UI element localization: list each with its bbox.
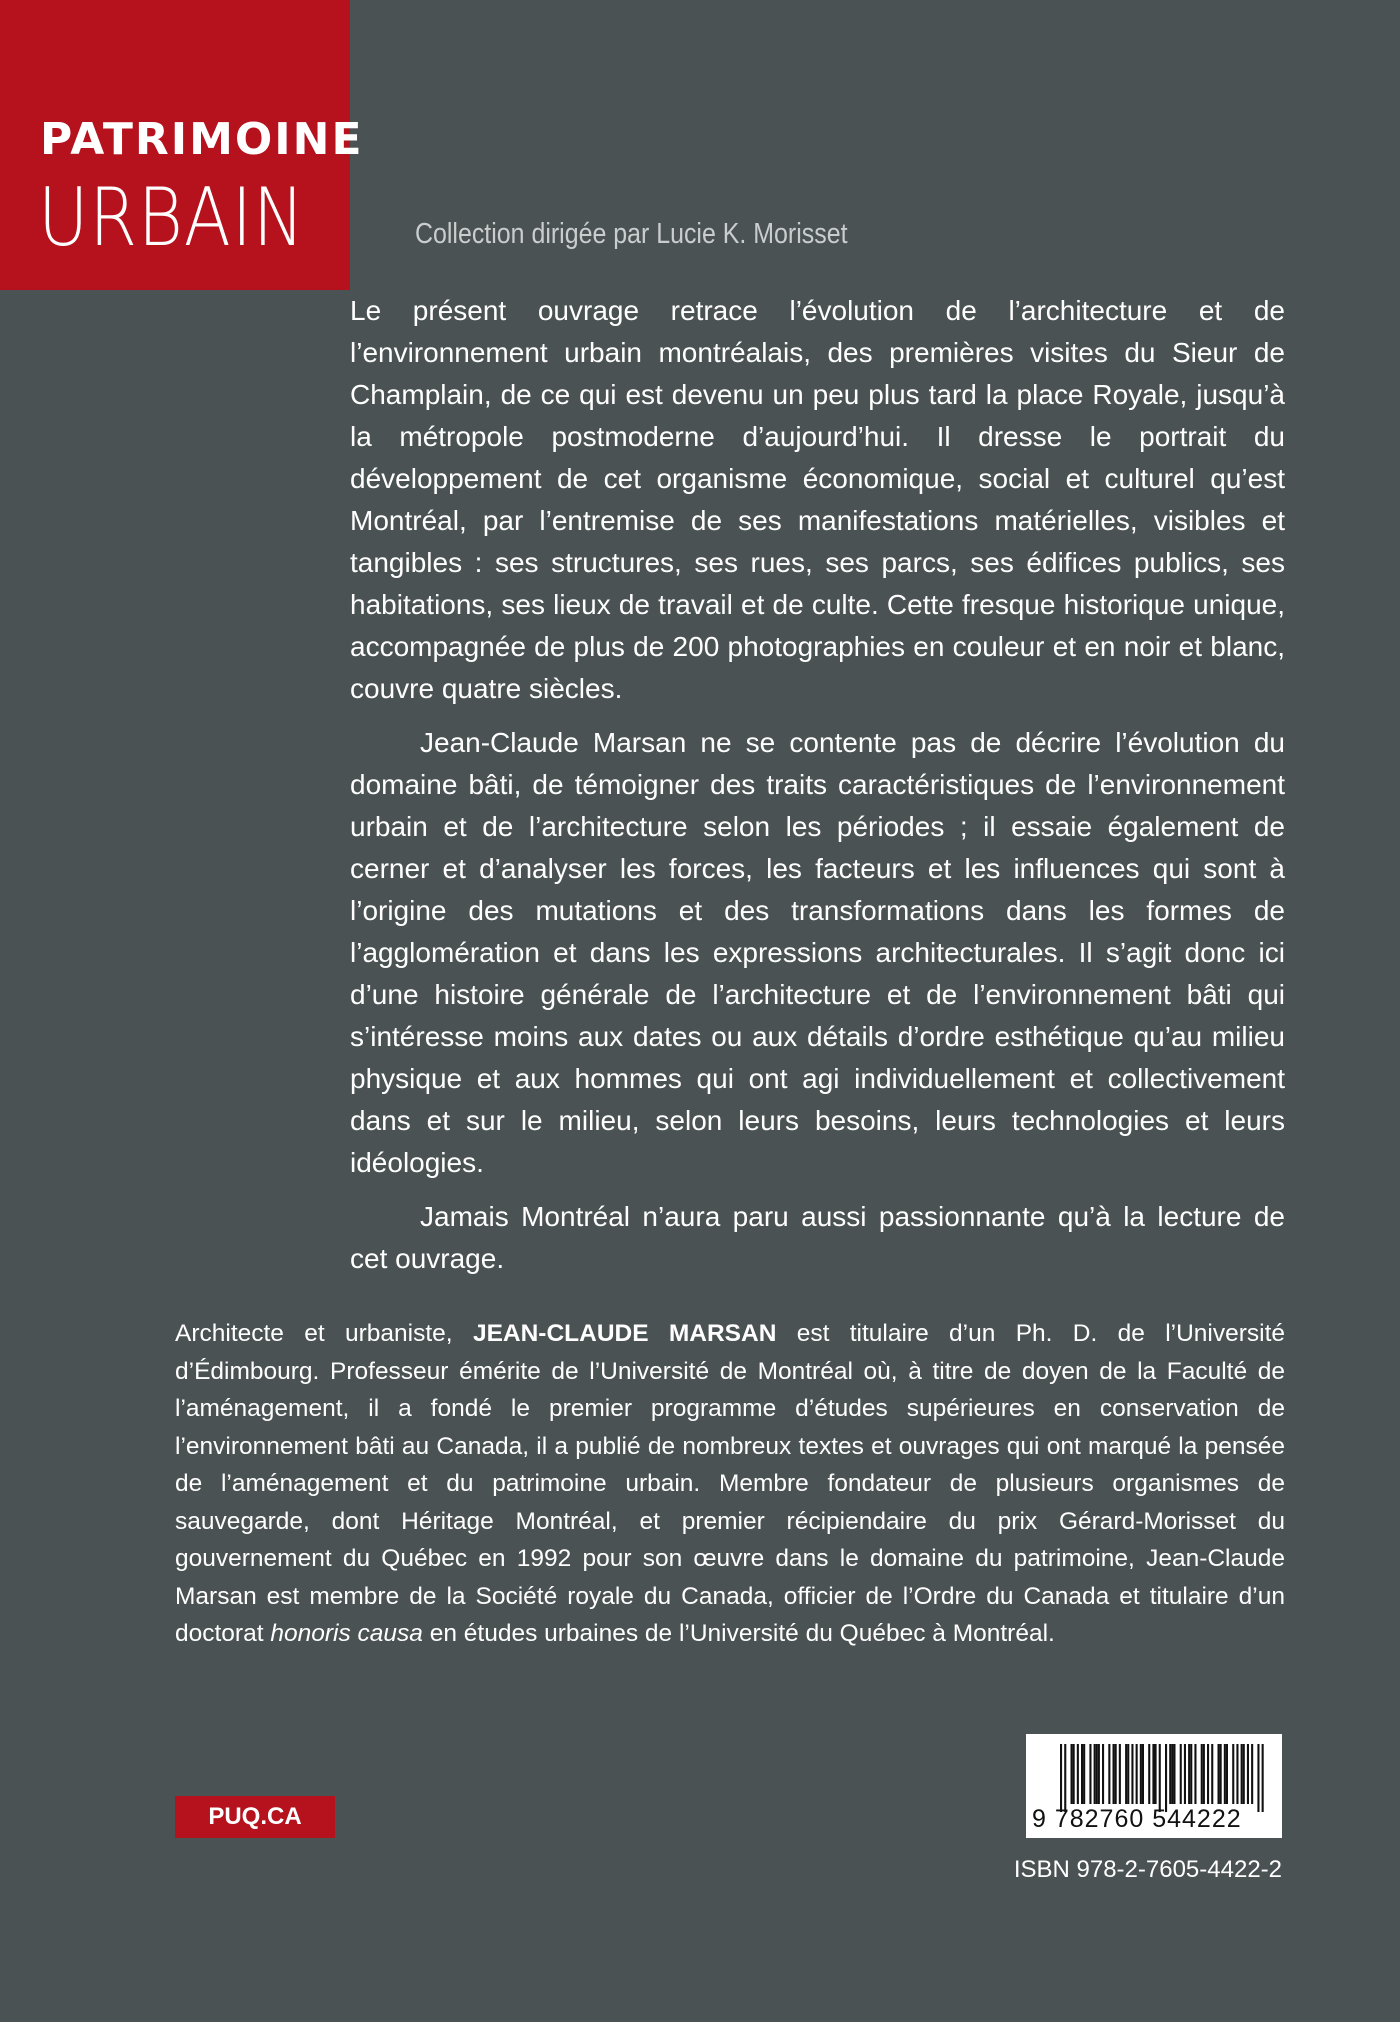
barcode-bar <box>1203 1744 1205 1804</box>
publisher-badge[interactable]: PUQ.CA <box>175 1796 335 1838</box>
barcode-bar <box>1184 1744 1186 1804</box>
barcode-bar <box>1098 1744 1100 1804</box>
barcode-bar <box>1131 1744 1133 1804</box>
series-banner <box>0 0 364 290</box>
barcode-bar <box>1083 1744 1085 1804</box>
summary-paragraph: Jean-Claude Marsan ne se contente pas de décrire l’évolution du domaine bâti, de témoigner des traits caractéristiques de l’environnement urbain et de l’architecture selon les périodes ; il essaie également de cerner et d’analyser les forces, les facteurs et les influences qui sont à l’origine des mutations et des transformations dans les formes de l’agglomération et dans les expressions architecturales. Il s’agit donc ici d’une histoire générale de l’architecture et de l’environnement bâti qui s’intéresse moins aux dates ou aux détails d’ordre esthétique qu’au milieu physique et aux hommes qui ont agi individuellement et collectivement dans et sur le milieu, selon leurs besoins, leurs technologies et leurs idéologies. <box>350 727 1285 1178</box>
author-name: JEAN-CLAUDE MARSAN <box>472 1320 777 1347</box>
barcode-bar <box>1236 1744 1238 1804</box>
barcode-bar <box>1211 1744 1213 1804</box>
barcode-bar <box>1220 1744 1222 1804</box>
barcode-bar <box>1108 1744 1110 1804</box>
barcode-bar <box>1169 1744 1171 1804</box>
barcode-bar <box>1159 1744 1161 1812</box>
barcode-bar <box>1251 1744 1253 1804</box>
barcode-bar <box>1243 1744 1245 1804</box>
barcode-bar <box>1125 1744 1127 1804</box>
bio-italic: honoris causa <box>270 1620 423 1647</box>
barcode-bar <box>1165 1744 1167 1812</box>
barcode-bar <box>1155 1744 1157 1804</box>
barcode <box>1026 1734 1282 1838</box>
barcode-bar <box>1152 1744 1154 1804</box>
bio-intro: Architecte et urbaniste, <box>175 1320 473 1347</box>
barcode-bar <box>1190 1744 1192 1804</box>
bio-text-end: en études urbaines de l’Université du Québec à Montréal. <box>422 1620 1055 1647</box>
barcode-bar <box>1096 1744 1098 1804</box>
isbn: ISBN 978-2-7605-4422-2 <box>1013 1856 1282 1883</box>
barcode-bar <box>1218 1744 1220 1804</box>
collection-director: Collection dirigée par Lucie K. Morisset <box>415 218 848 250</box>
barcode-bar <box>1226 1744 1228 1804</box>
barcode-digits: 9 782760 544222 <box>1032 1805 1242 1833</box>
barcode-bar <box>1089 1744 1091 1804</box>
barcode-bar <box>1262 1744 1264 1812</box>
barcode-bar <box>1257 1744 1259 1812</box>
barcode-bar <box>1194 1744 1196 1804</box>
bio-text: est titulaire d’un Ph. D. de l’Université d’Édimbourg. Professeur émérite de l’Université de Montréal où, à titre de doyen de la Faculté de l’aménagement, il a fondé le premier programme d’études supérieures en conservation de l’environnement bâti au Canada, il a publié de nombreux textes et ouvrages qui ont marqué la pensée de l’aménagement et du patrimoine urbain. Membre fondateur de plusieurs organismes de sauvegarde, dont Héritage Montréal, et premier récipiendaire du prix Gérard-Morisset du gouvernement du Québec en 1992 pour son œuvre dans le domaine du patrimoine, Jean-Claude Marsan est membre de la Société royale du Canada, officier de l’Ordre du Canada et titulaire d’un doctorat <box>175 1320 1286 1647</box>
author-bio <box>175 1315 1285 1653</box>
barcode-bar <box>1115 1744 1117 1804</box>
barcode-bar <box>1232 1744 1234 1804</box>
summary-paragraph: Le présent ouvrage retrace l’évolution de l’architecture et de l’environnement urbain montréalais, des premières visites du Sieur de Champlain, de ce qui est devenu un peu plus tard la place Royale, jusqu’à la métropole postmoderne d’aujourd’hui. Il dresse le portrait du développement de cet organisme économique, social et culturel qu’est Montréal, par l’entremise de ses manifestations matérielles, visibles et tangibles : ses structures, ses rues, ses parcs, ses édifices publics, ses habitations, ses lieux de travail et de culte. Cette fresque historique unique, accompagnée de plus de 200 photographies en couleur et en noir et blanc, couvre quatre siècles. <box>350 295 1285 704</box>
barcode-bar <box>1077 1744 1079 1804</box>
barcode-bar <box>1060 1744 1062 1812</box>
summary-paragraph: Jamais Montréal n’aura paru aussi passionnante qu’à la lecture de cet ouvrage. <box>350 1201 1285 1274</box>
barcode-bar <box>1201 1744 1203 1804</box>
barcode-bar <box>1081 1744 1083 1804</box>
barcode-bar <box>1241 1744 1243 1804</box>
barcode-bar <box>1113 1744 1115 1804</box>
barcode-bar <box>1247 1744 1249 1804</box>
barcode-bar <box>1173 1744 1175 1804</box>
barcode-bar <box>1073 1744 1075 1804</box>
barcode-bar <box>1094 1744 1096 1804</box>
summary-text <box>350 290 1285 1292</box>
barcode-bar <box>1102 1744 1104 1804</box>
barcode-bar <box>1142 1744 1144 1804</box>
series-title-line1: PATRIMOINE <box>40 114 364 165</box>
barcode-bar <box>1119 1744 1121 1804</box>
barcode-bar <box>1188 1744 1190 1804</box>
barcode-bar <box>1127 1744 1129 1804</box>
barcode-bar <box>1064 1744 1066 1812</box>
barcode-bar <box>1171 1744 1173 1804</box>
barcode-bar <box>1071 1744 1073 1804</box>
barcode-bar <box>1224 1744 1226 1804</box>
barcode-bar <box>1140 1744 1142 1804</box>
barcode-bar <box>1180 1744 1182 1804</box>
barcode-bar <box>1207 1744 1209 1804</box>
series-title-line2: URBAIN <box>38 171 306 264</box>
barcode-bar <box>1148 1744 1150 1804</box>
barcode-bar <box>1136 1744 1138 1804</box>
